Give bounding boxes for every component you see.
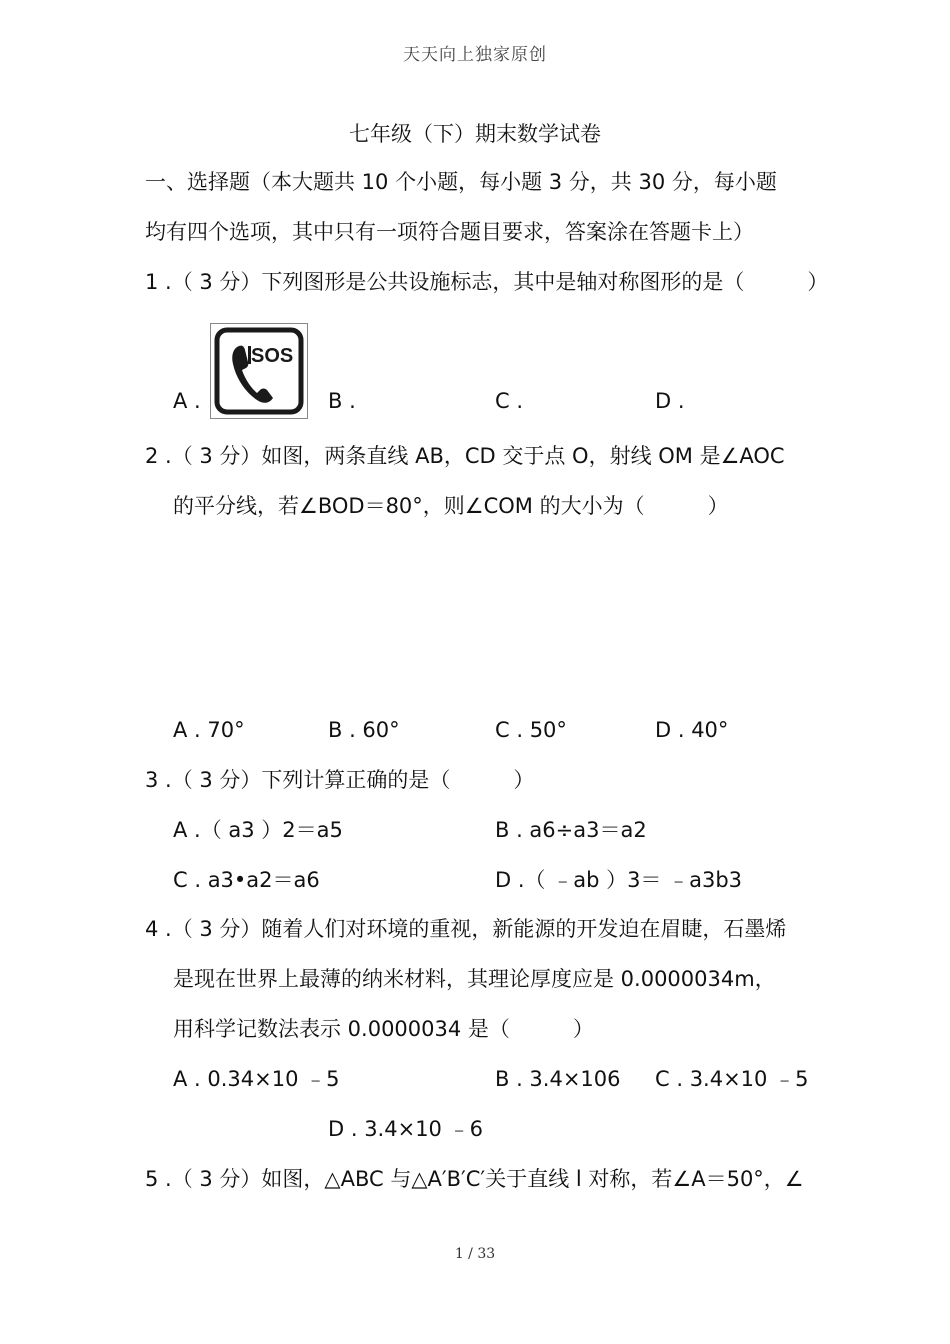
question-4-line1: 4 .（ 3 分）随着人们对环境的重视，新能源的开发迫在眉睫，石墨烯: [145, 917, 787, 941]
sos-phone-sign-image: [210, 323, 308, 419]
question-3-stem: 3 .（ 3 分）下列计算正确的是（ ）: [145, 768, 535, 792]
question-4-line2: 是现在世界上最薄的纳米材料，其理论厚度应是 0.0000034m，: [173, 967, 776, 991]
question-3-option-d: D .（ ﹣ab ）3＝ ﹣a3b3: [495, 868, 743, 892]
question-2-line2: 的平分线，若∠BOD＝80°，则∠COM 的大小为（ ）: [173, 494, 729, 518]
question-2-option-c: C . 50°: [495, 718, 567, 742]
question-1-option-a-label: A .: [173, 389, 201, 413]
question-4-option-d: D . 3.4×10 ﹣6: [328, 1117, 483, 1141]
page-number: 1 / 33: [454, 1246, 496, 1262]
question-1-option-c-label: C .: [495, 389, 524, 413]
question-2-option-a: A . 70°: [173, 718, 245, 742]
question-3-option-a: A .（ a3 ）2＝a5: [173, 818, 343, 842]
question-2-option-d: D . 40°: [655, 718, 729, 742]
question-3-option-b: B . a6÷a3＝a2: [495, 818, 647, 842]
question-1-stem: 1 .（ 3 分）下列图形是公共设施标志，其中是轴对称图形的是（ ）: [145, 270, 829, 294]
question-4-option-b: B . 3.4×106: [495, 1067, 621, 1091]
question-3-option-c: C . a3•a2＝a6: [173, 868, 320, 892]
question-4-option-c: C . 3.4×10 ﹣5: [655, 1067, 809, 1091]
section-heading-line1: 一、选择题（本大题共 10 个小题，每小题 3 分，共 30 分，每小题: [145, 170, 777, 194]
question-2-option-b: B . 60°: [328, 718, 400, 742]
question-5-stem: 5 .（ 3 分）如图，△ABC 与△A′B′C′关于直线 l 对称，若∠A＝50°，∠: [145, 1167, 804, 1191]
question-4-line3: 用科学记数法表示 0.0000034 是（ ）: [173, 1017, 594, 1041]
sos-label: SOS: [251, 345, 294, 367]
exam-title: 七年级（下）期末数学试卷: [349, 122, 601, 146]
page-header: 天天向上独家原创: [403, 45, 547, 65]
question-1-option-d-label: D .: [655, 389, 685, 413]
question-4-option-a: A . 0.34×10 ﹣5: [173, 1067, 340, 1091]
sos-sign-graphic: [211, 324, 307, 418]
question-2-line1: 2 .（ 3 分）如图，两条直线 AB，CD 交于点 O，射线 OM 是∠AOC: [145, 444, 785, 468]
question-1-option-b-label: B .: [328, 389, 356, 413]
section-heading-line2: 均有四个选项，其中只有一项符合题目要求，答案涂在答题卡上）: [145, 220, 754, 244]
